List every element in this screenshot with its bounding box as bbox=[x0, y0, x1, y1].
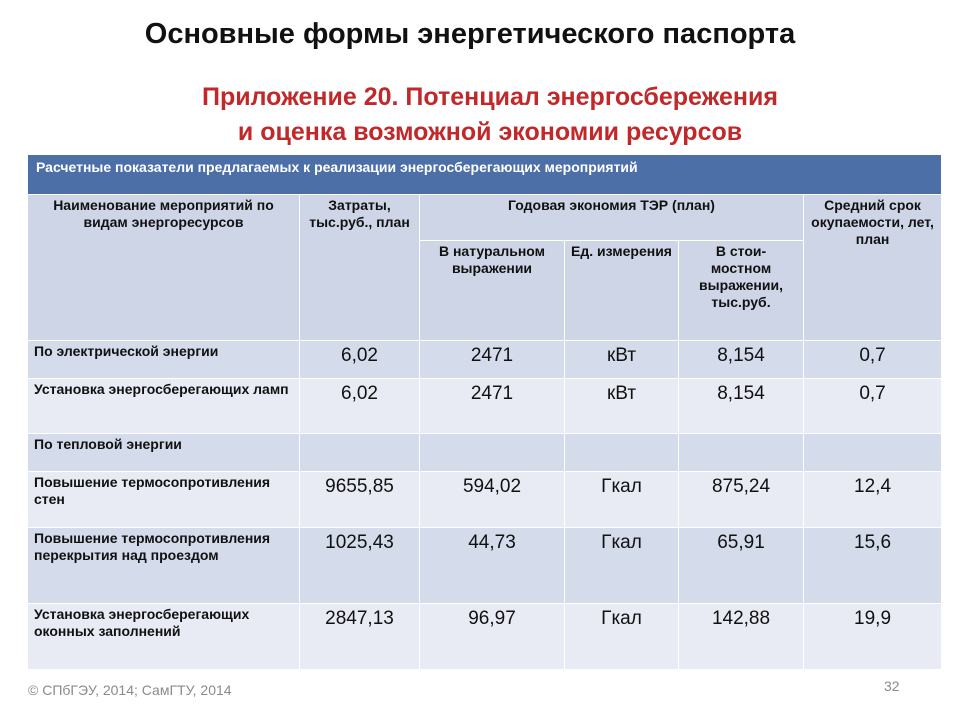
row-natural bbox=[420, 434, 565, 472]
row-costs bbox=[300, 434, 420, 472]
row-value: 8,154 bbox=[679, 341, 804, 379]
row-value: 8,154 bbox=[679, 379, 804, 434]
row-name: По электрической энергии bbox=[28, 341, 300, 379]
slide-title: Основные формы энергетического паспорта bbox=[144, 18, 796, 50]
subtitle-line-1: Приложение 20. Потенциал энергосбережения bbox=[202, 83, 778, 111]
header-natural: В натуральном выражении bbox=[420, 241, 565, 341]
row-payback: 0,7 bbox=[804, 379, 942, 434]
page-number: 32 bbox=[884, 678, 900, 694]
header-cost-value: В стои- мостном выражении, тыс.руб. bbox=[679, 241, 804, 341]
row-natural: 594,02 bbox=[420, 472, 565, 528]
data-table bbox=[27, 154, 942, 670]
row-natural: 44,73 bbox=[420, 528, 565, 604]
row-unit: Гкал bbox=[565, 472, 679, 528]
row-unit: кВт bbox=[565, 379, 679, 434]
energy-saving-table bbox=[27, 154, 941, 670]
table-row bbox=[28, 604, 942, 670]
row-name: Установка энергосберегающих оконных заполнений bbox=[28, 604, 300, 670]
slide-subtitle bbox=[0, 80, 960, 150]
row-name: Установка энергосберегающих ламп bbox=[28, 379, 300, 434]
row-value: 142,88 bbox=[679, 604, 804, 670]
row-natural: 2471 bbox=[420, 379, 565, 434]
row-payback: 19,9 bbox=[804, 604, 942, 670]
row-unit: кВт bbox=[565, 341, 679, 379]
row-value bbox=[679, 434, 804, 472]
subtitle-line-2: и оценка возможной экономии ресурсов bbox=[237, 118, 743, 146]
row-natural: 96,97 bbox=[420, 604, 565, 670]
row-payback: 15,6 bbox=[804, 528, 942, 604]
header-costs: Затраты, тыс.руб., план bbox=[300, 195, 420, 341]
table-row bbox=[28, 379, 942, 434]
row-costs: 6,02 bbox=[300, 379, 420, 434]
table-caption: Расчетные показатели предлагаемых к реализации энергосберегающих мероприятий bbox=[28, 155, 942, 195]
row-value: 65,91 bbox=[679, 528, 804, 604]
header-savings: Годовая экономия ТЭР (план) bbox=[420, 195, 804, 241]
row-unit: Гкал bbox=[565, 528, 679, 604]
table-row bbox=[28, 341, 942, 379]
row-name: Повышение термосопротивления перекрытия над проездом bbox=[28, 528, 300, 604]
row-natural: 2471 bbox=[420, 341, 565, 379]
row-value: 875,24 bbox=[679, 472, 804, 528]
row-costs: 1025,43 bbox=[300, 528, 420, 604]
row-costs: 2847,13 bbox=[300, 604, 420, 670]
row-costs: 6,02 bbox=[300, 341, 420, 379]
footer-copyright: © СПбГЭУ, 2014; СамГТУ, 2014 bbox=[28, 682, 232, 698]
table-row bbox=[28, 434, 942, 472]
table-row bbox=[28, 472, 942, 528]
row-payback: 12,4 bbox=[804, 472, 942, 528]
row-name: Повышение термосопротивления стен bbox=[28, 472, 300, 528]
table-row bbox=[28, 528, 942, 604]
row-name: По тепловой энергии bbox=[28, 434, 300, 472]
header-payback: Средний срок окупаемости, лет, план bbox=[804, 195, 942, 341]
header-name: Наименование мероприятий по видам энергоресурсов bbox=[28, 195, 300, 341]
header-unit: Ед. измерения bbox=[565, 241, 679, 341]
row-payback bbox=[804, 434, 942, 472]
row-unit bbox=[565, 434, 679, 472]
row-costs: 9655,85 bbox=[300, 472, 420, 528]
row-unit: Гкал bbox=[565, 604, 679, 670]
row-payback: 0,7 bbox=[804, 341, 942, 379]
